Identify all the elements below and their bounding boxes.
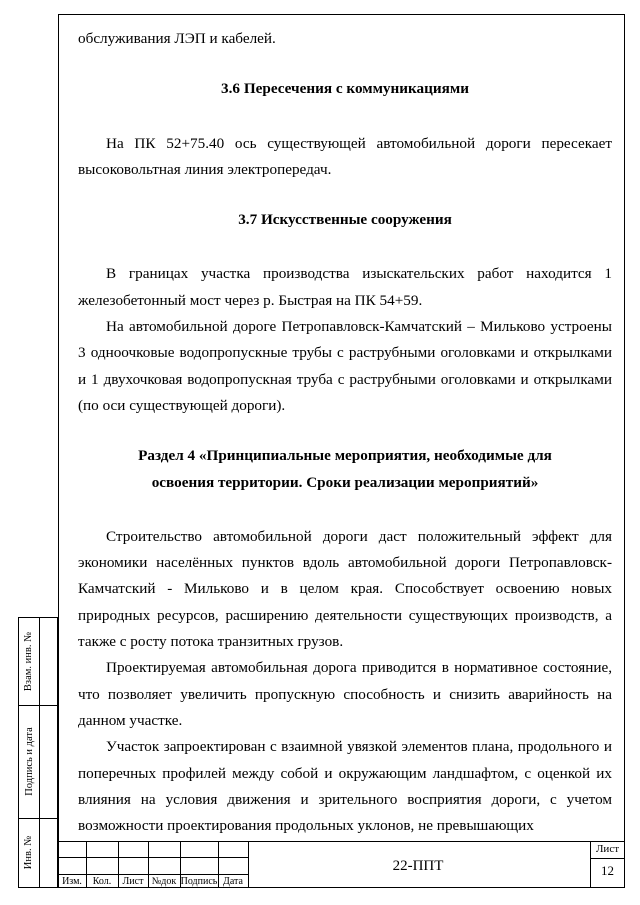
section-heading-3-6: 3.6 Пересечения с коммуникациями	[221, 80, 469, 98]
paragraph-normative-state: Проектируемая автомобильная дорога приводится в нормативное состояние, что позволяет увеличить пропускную способность и снизить аварийность на данном участке.	[78, 659, 612, 729]
paragraph-culverts: На автомобильной дороге Петропавловск-Камчатский – Мильково устроены 3 одноочковые водопропускные трубы с раструбными оголовками и открылками и 1 двухочковая водопропускная труба с раструбными оголовками и открылками (по оси существующей дороги).	[78, 318, 612, 414]
document-body	[78, 26, 612, 839]
stamp-inv-label: Инв. №	[23, 835, 35, 870]
section-heading-4-line2: освоения территории. Сроки реализации мероприятий»	[151, 473, 539, 491]
title-block-header-podpis: Подпись	[180, 876, 218, 887]
stamp-vzam-label: Взам. инв. №	[23, 631, 35, 692]
section-heading-4-line1: Раздел 4 «Принципиальные мероприятия, необходимые для	[138, 447, 552, 465]
title-block	[58, 841, 625, 888]
sheet-number: 12	[601, 863, 614, 878]
title-block-header-ndok: №док	[151, 876, 177, 887]
sheet-label: Лист	[595, 843, 620, 855]
paragraph-design-coordination: Участок запроектирован с взаимной увязкой элементов плана, продольного и поперечных профилей между собой и окружающим ландшафтом, с оценкой их влияния на условия движения и зрительного восприятия дороги, с учетом возможности проектирования продольных уклонов, не превышающих	[78, 738, 612, 835]
section-heading-3-7: 3.7 Искусственные сооружения	[238, 211, 452, 229]
title-block-header-kol: Кол.	[92, 876, 112, 887]
title-block-header-izm: Изм.	[62, 876, 82, 887]
paragraph-continued: обслуживания ЛЭП и кабелей.	[78, 30, 276, 47]
title-block-header-data: Дата	[223, 876, 243, 887]
title-block-header-list: Лист	[122, 876, 144, 887]
document-code: 22-ППТ	[392, 858, 444, 874]
paragraph-construction-effect: Строительство автомобильной дороги даст положительный эффект для экономики населённых пунктов вдоль автомобильной дороги Петропавловск-Камчатский - Мильково и в целом края. Способствует освоению новых природных ресурсов, расширению деятельности существующих производств, а также с росту потока транзитных грузов.	[78, 527, 612, 651]
side-stamp	[18, 617, 58, 888]
paragraph-crossings: На ПК 52+75.40 ось существующей автомобильной дороги пересекает высоковольтная линия электропередач.	[78, 134, 612, 178]
stamp-signature-date-label: Подпись и дата	[23, 727, 35, 796]
paragraph-bridge: В границах участка производства изыскательских работ находится 1 железобетонный мост через р. Быстрая на ПК 54+59.	[78, 265, 612, 309]
